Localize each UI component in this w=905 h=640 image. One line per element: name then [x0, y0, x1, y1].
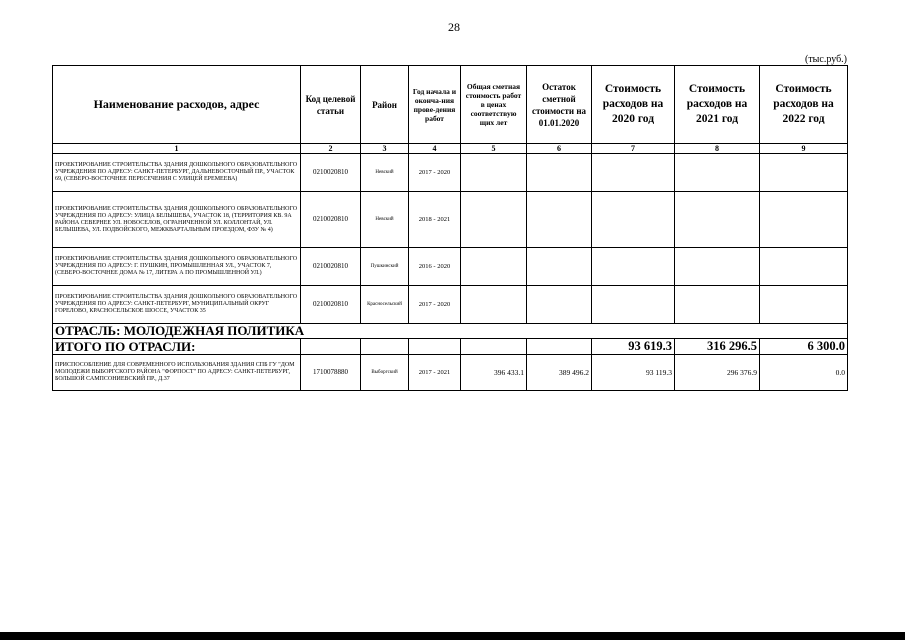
- row-code: 1710078880: [301, 355, 361, 391]
- row-cost-2021: [675, 192, 760, 248]
- row-district: Выборгский: [361, 355, 409, 391]
- column-number: 2: [301, 144, 361, 154]
- expenses-table: [52, 65, 848, 391]
- section-title: ОТРАСЛЬ: МОЛОДЕЖНАЯ ПОЛИТИКА: [53, 324, 848, 339]
- table-row: [53, 286, 848, 324]
- column-number: 8: [675, 144, 760, 154]
- row-cost-2022: [760, 192, 848, 248]
- column-number-row: [53, 144, 848, 154]
- row-years: 2017 - 2020: [409, 154, 461, 192]
- header-code: Код целевой статьи: [301, 66, 361, 144]
- row-cost-2021: [675, 286, 760, 324]
- column-number: 1: [53, 144, 301, 154]
- row-total-cost: [461, 248, 527, 286]
- row-district: Невский: [361, 154, 409, 192]
- row-name: ПРОЕКТИРОВАНИЕ СТРОИТЕЛЬСТВА ЗДАНИЯ ДОШКОЛЬНОГО ОБРАЗОВАТЕЛЬНОГО УЧРЕЖДЕНИЯ ПО АДРЕСУ: САНКТ-ПЕТЕРБУРГ, ДАЛЬНЕВОСТОЧНЫЙ ПР., УЧАСТОК 69, (СЕВЕРО-ВОСТОЧНЕЕ ПЕРЕСЕЧЕНИЯ С УЛИЦЕЙ ЕРЕМЕЕВА): [53, 154, 301, 192]
- page-number: 28: [448, 20, 460, 34]
- row-cost-2021: [675, 154, 760, 192]
- row-code: 0210020810: [301, 248, 361, 286]
- row-remaining: [527, 154, 592, 192]
- row-total-cost: [461, 154, 527, 192]
- row-remaining: [527, 192, 592, 248]
- section-title-row: [53, 324, 848, 339]
- row-cost-2022: 0.0: [760, 355, 848, 391]
- scan-edge-bar: [0, 632, 905, 640]
- row-name: ПРОЕКТИРОВАНИЕ СТРОИТЕЛЬСТВА ЗДАНИЯ ДОШКОЛЬНОГО ОБРАЗОВАТЕЛЬНОГО УЧРЕЖДЕНИЯ ПО АДРЕСУ: Г. ПУШКИН, ПРОМЫШЛЕННАЯ УЛ., УЧАСТОК 7, (СЕВЕРО-ВОСТОЧНЕЕ ДОМА № 17, ЛИТЕРА А ПО ПРОМЫШЛЕННОЙ УЛ.): [53, 248, 301, 286]
- column-number: 9: [760, 144, 848, 154]
- row-cost-2020: 93 119.3: [592, 355, 675, 391]
- row-cost-2021: 296 376.9: [675, 355, 760, 391]
- row-code: 0210020810: [301, 192, 361, 248]
- table-row: [53, 355, 848, 391]
- header-cost-2021: Стоимость расходов на 2021 год: [675, 66, 760, 144]
- header-total-cost: Общая сметная стоимость работ в ценах соответствую щих лет: [461, 66, 527, 144]
- column-number: 5: [461, 144, 527, 154]
- row-remaining: [527, 248, 592, 286]
- row-years: 2016 - 2020: [409, 248, 461, 286]
- section-total-2020: 93 619.3: [592, 339, 675, 355]
- row-cost-2022: [760, 286, 848, 324]
- row-district: Пушкинский: [361, 248, 409, 286]
- row-cost-2021: [675, 248, 760, 286]
- header-row: [53, 66, 848, 144]
- header-name: Наименование расходов, адрес: [53, 66, 301, 144]
- header-cost-2022: Стоимость расходов на 2022 год: [760, 66, 848, 144]
- row-name: ПРОЕКТИРОВАНИЕ СТРОИТЕЛЬСТВА ЗДАНИЯ ДОШКОЛЬНОГО ОБРАЗОВАТЕЛЬНОГО УЧРЕЖДЕНИЯ ПО АДРЕСУ: УЛИЦА БЕЛЫШЕВА, УЧАСТОК 18, (ТЕРРИТОРИЯ КВ. 9А РАЙОНА СЕВЕРНЕЕ УЛ. НОВОСЕЛОВ, ОГРАНИЧЕННОЙ УЛ. КОЛЛОНТАЙ, УЛ. БЕЛЫШЕВА, УЛ. ПОДВОЙСКОГО, МЕЖКВАРТАЛЬНЫМ ПРОЕЗДОМ, ФЗУ № 4): [53, 192, 301, 248]
- row-cost-2020: [592, 192, 675, 248]
- column-number: 7: [592, 144, 675, 154]
- row-name: ПРОЕКТИРОВАНИЕ СТРОИТЕЛЬСТВА ЗДАНИЯ ДОШКОЛЬНОГО ОБРАЗОВАТЕЛЬНОГО УЧРЕЖДЕНИЯ ПО АДРЕСУ: САНКТ-ПЕТЕРБУРГ, МУНИЦИПАЛЬНЫЙ ОКРУГ ГОРЕЛОВО, КРАСНОСЕЛЬСКОЕ ШОССЕ, УЧАСТОК 35: [53, 286, 301, 324]
- row-years: 2017 - 2020: [409, 286, 461, 324]
- row-total-cost: [461, 286, 527, 324]
- section-total-2021: 316 296.5: [675, 339, 760, 355]
- row-cost-2022: [760, 248, 848, 286]
- row-remaining: 389 496.2: [527, 355, 592, 391]
- row-district: Невский: [361, 192, 409, 248]
- row-cost-2020: [592, 286, 675, 324]
- row-name: ПРИСПОСОБЛЕНИЕ ДЛЯ СОВРЕМЕННОГО ИСПОЛЬЗОВАНИЯ ЗДАНИЯ СПБ ГУ "ДОМ МОЛОДЕЖИ ВЫБОРГСКОГО РАЙОНА "ФОРПОСТ" ПО АДРЕСУ: САНКТ-ПЕТЕРБУРГ, БОЛЬШОЙ САМПСОНИЕВСКИЙ ПР., Д.37: [53, 355, 301, 391]
- table-row: [53, 192, 848, 248]
- row-cost-2020: [592, 248, 675, 286]
- header-years: Год начала и оконча-ния прове-дения работ: [409, 66, 461, 144]
- row-code: 0210020810: [301, 154, 361, 192]
- section-total-row: [53, 339, 848, 355]
- section-total-label: ИТОГО ПО ОТРАСЛИ:: [53, 339, 301, 355]
- section-total-2022: 6 300.0: [760, 339, 848, 355]
- header-cost-2020: Стоимость расходов на 2020 год: [592, 66, 675, 144]
- header-district: Район: [361, 66, 409, 144]
- row-code: 0210020810: [301, 286, 361, 324]
- row-cost-2022: [760, 154, 848, 192]
- row-years: 2017 - 2021: [409, 355, 461, 391]
- column-number: 3: [361, 144, 409, 154]
- row-total-cost: 396 433.1: [461, 355, 527, 391]
- row-total-cost: [461, 192, 527, 248]
- column-number: 6: [527, 144, 592, 154]
- table-row: [53, 248, 848, 286]
- row-remaining: [527, 286, 592, 324]
- row-cost-2020: [592, 154, 675, 192]
- row-years: 2018 - 2021: [409, 192, 461, 248]
- header-remaining: Остаток сметной стоимости на 01.01.2020: [527, 66, 592, 144]
- table-row: [53, 154, 848, 192]
- row-district: Красносельский: [361, 286, 409, 324]
- units-label: (тыс.руб.): [804, 54, 847, 65]
- column-number: 4: [409, 144, 461, 154]
